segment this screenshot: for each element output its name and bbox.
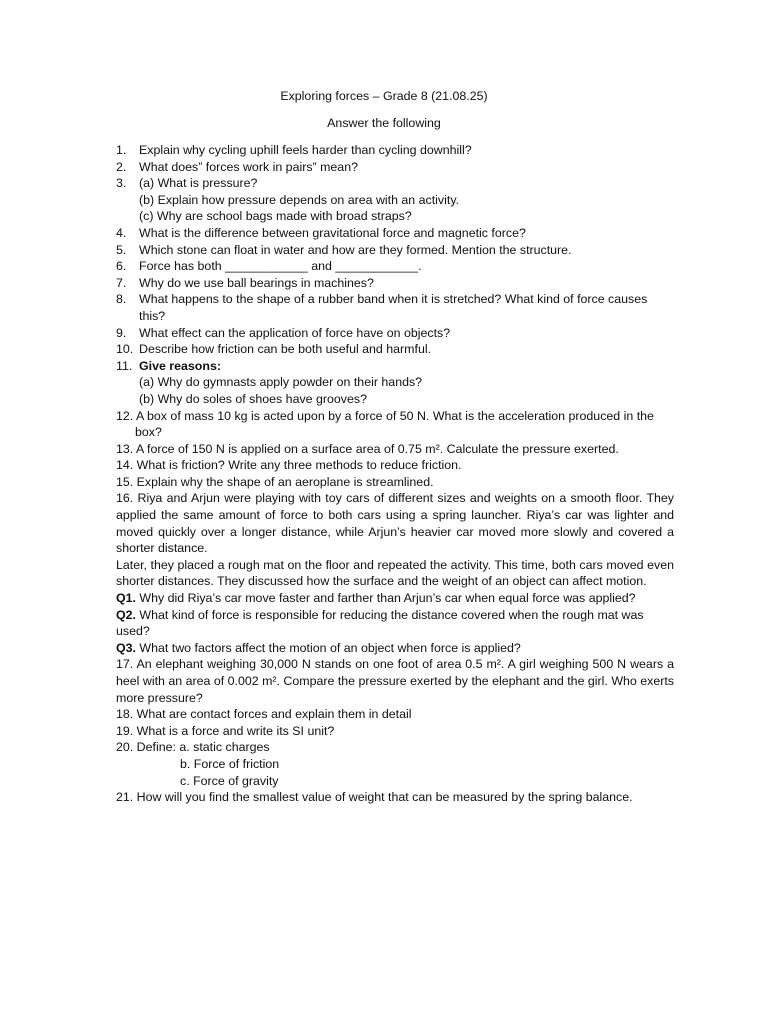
question-text: Explain why cycling uphill feels harder than cycling downhill? — [139, 143, 472, 157]
case-question-label: Q2. — [116, 607, 136, 622]
question-16-paragraph: Later, they placed a rough mat on the floor and repeated the activity. This time, both cars moved even shorter distances. They discussed how the surface and the weight of an object can affect motion. — [116, 557, 674, 589]
question-text: Give reasons: — [139, 358, 221, 373]
question-17: 17. An elephant weighing 30,000 N stands on one foot of area 0.5 m². A girl weighing 500 N wears a heel with an area of 0.002 m². Compare the pressure exerted by the elephant and the girl. Who exerts more pressure? — [116, 657, 674, 705]
question-text: What happens to the shape of a rubber band when it is stretched? What kind of force causes this? — [139, 292, 648, 323]
question-5 — [116, 242, 674, 259]
case-question-text: Why did Riya’s car move faster and farther than Arjun’s car when equal force was applied? — [135, 591, 636, 606]
question-text: What does” forces work in pairs” mean? — [139, 159, 358, 174]
question-number: 11. — [116, 358, 133, 373]
case-question-1 — [116, 590, 674, 607]
question-6 — [116, 258, 674, 275]
question-text: What is the difference between gravitational force and magnetic force? — [139, 225, 526, 240]
case-question-3 — [116, 640, 674, 657]
question-10 — [116, 341, 674, 358]
question-14: 14. What is friction? Write any three methods to reduce friction. — [116, 458, 462, 473]
question-12: 12. A box of mass 10 kg is acted upon by a force of 50 N. What is the acceleration produced in the box? — [116, 408, 654, 440]
question-2 — [116, 159, 674, 176]
question-text: Describe how friction can be both useful and harmful. — [139, 342, 432, 357]
question-3-sub: (b) Explain how pressure depends on area with an activity. — [139, 192, 460, 207]
worksheet-instruction: Answer the following — [327, 116, 441, 130]
question-16-paragraph: 16. Riya and Arjun were playing with toy cars of different sizes and weights on a smooth floor. They applied the same amount of force to both cars using a spring launcher. Riya’s car was lighter and moved quickly over a longer distance, while Arjun’s heavier car moved more slowly and covered a shorter distance. — [116, 491, 674, 556]
question-3-sub: (c) Why are school bags made with broad straps? — [139, 209, 412, 224]
question-number: 9. — [116, 325, 127, 340]
case-question-text: What kind of force is responsible for reducing the distance covered when the rough mat was used? — [116, 607, 644, 639]
question-text: Which stone can float in water and how are they formed. Mention the structure. — [139, 242, 572, 257]
case-question-text: What two factors affect the motion of an object when force is applied? — [135, 640, 521, 655]
question-20-sub: c. Force of gravity — [180, 773, 279, 788]
question-number: 10. — [116, 342, 134, 357]
question-7 — [116, 275, 674, 292]
question-11 — [116, 358, 674, 375]
question-21: 21. How will you find the smallest value of weight that can be measured by the spring balance. — [116, 790, 633, 805]
question-number: 6. — [116, 259, 127, 274]
case-question-2 — [116, 607, 674, 640]
case-question-label: Q1. — [116, 591, 136, 606]
question-text: Force has both ____________ and ____________. — [139, 259, 422, 274]
question-text: What effect can the application of force have on objects? — [139, 325, 451, 340]
question-4 — [116, 225, 674, 242]
question-number: 7. — [116, 275, 127, 290]
question-text: Why do we use ball bearings in machines? — [139, 275, 374, 290]
question-number: 2. — [116, 159, 127, 174]
question-number: 5. — [116, 242, 127, 257]
question-list — [116, 142, 674, 806]
question-19: 19. What is a force and write its SI unit? — [116, 723, 335, 738]
question-20-sub: b. Force of friction — [180, 756, 280, 771]
question-number: 4. — [116, 225, 127, 240]
question-number: 8. — [116, 292, 127, 307]
question-11-sub: (a) Why do gymnasts apply powder on their hands? — [139, 375, 423, 390]
question-8 — [116, 291, 674, 324]
question-13: 13. A force of 150 N is applied on a surface area of 0.75 m². Calculate the pressure exerted. — [116, 441, 619, 456]
question-11-sub: (b) Why do soles of shoes have grooves? — [139, 391, 367, 406]
question-18: 18. What are contact forces and explain them in detail — [116, 707, 412, 722]
question-number: 3. — [116, 176, 127, 191]
case-question-label: Q3. — [116, 640, 136, 655]
question-3 — [116, 175, 674, 192]
worksheet-title: Exploring forces – Grade 8 (21.08.25) — [280, 89, 488, 103]
question-1 — [116, 142, 674, 159]
question-text: (a) What is pressure? — [139, 176, 258, 191]
question-number: 1. — [116, 143, 127, 157]
question-15: 15. Explain why the shape of an aeroplane is streamlined. — [116, 474, 434, 489]
question-20: 20. Define: a. static charges — [116, 740, 270, 755]
question-9 — [116, 325, 674, 342]
